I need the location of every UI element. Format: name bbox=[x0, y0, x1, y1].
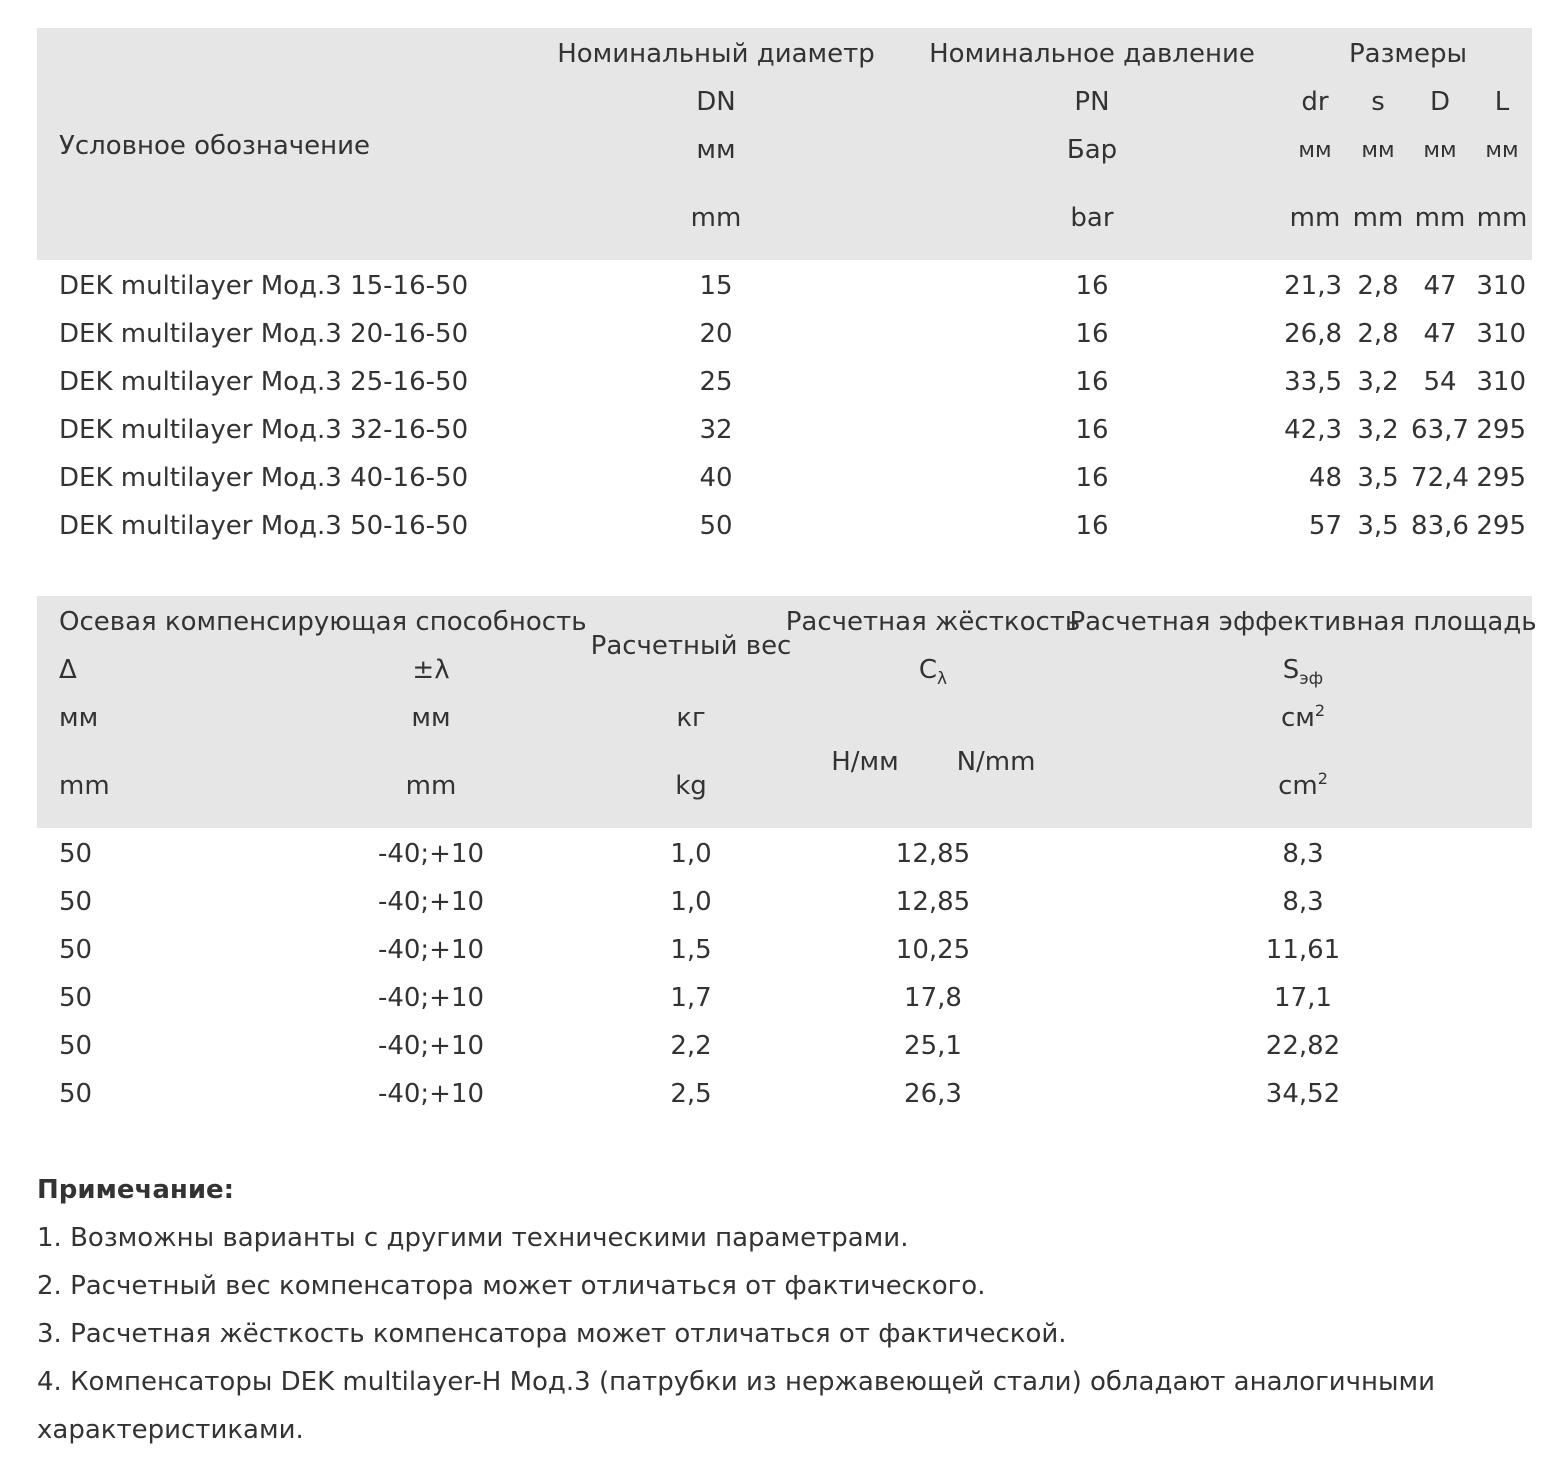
header-size-unit-en-dr: mm bbox=[1289, 203, 1341, 233]
header-lambda-symbol: ±λ bbox=[412, 655, 450, 685]
header-stiffness-unit-ru: Н/мм bbox=[831, 747, 899, 777]
header-weight-unit-en: kg bbox=[675, 771, 707, 801]
header-pn-title: Номинальное давление bbox=[929, 39, 1255, 69]
cell-lambda: -40;+10 bbox=[377, 983, 485, 1013]
cell-dr: 21,3 bbox=[1284, 271, 1342, 301]
header-size-symbol-dr: dr bbox=[1301, 87, 1329, 117]
cell-area: 34,52 bbox=[1265, 1079, 1341, 1109]
header-pn-symbol: PN bbox=[1074, 87, 1110, 117]
header-area-title: Расчетная эффективная площадь bbox=[1069, 607, 1537, 637]
cell-delta: 50 bbox=[59, 935, 93, 965]
cell-pn: 16 bbox=[1075, 319, 1109, 349]
cell-L: 295 bbox=[1476, 463, 1526, 493]
cell-weight: 2,5 bbox=[670, 1079, 712, 1109]
header-delta-unit-ru: мм bbox=[59, 703, 99, 733]
cell-s: 2,8 bbox=[1357, 271, 1399, 301]
cell-L: 295 bbox=[1476, 415, 1526, 445]
header-dn-unit-ru: мм bbox=[696, 135, 736, 165]
header-stiffness-title: Расчетная жёсткость bbox=[785, 607, 1081, 637]
header-weight-unit-ru: кг bbox=[676, 703, 706, 733]
cell-weight: 1,0 bbox=[670, 839, 712, 869]
header-area-symbol: $S_{эф}$ bbox=[1282, 655, 1324, 689]
header-size-symbol-s: s bbox=[1371, 87, 1385, 117]
cell-dr: 42,3 bbox=[1284, 415, 1342, 445]
cell-s: 3,5 bbox=[1357, 511, 1399, 541]
header-size-unit-ru-L: мм bbox=[1485, 138, 1519, 163]
cell-stiffness: 17,8 bbox=[904, 983, 962, 1013]
header-size-symbol-L: L bbox=[1494, 87, 1510, 117]
header-pn-unit-ru: Бар bbox=[1066, 135, 1118, 165]
header-size-unit-ru-s: мм bbox=[1361, 138, 1395, 163]
header-delta-symbol: Δ bbox=[59, 655, 77, 685]
cell-L: 295 bbox=[1476, 511, 1526, 541]
cell-D: 47 bbox=[1423, 319, 1457, 349]
header-dn-unit-en: mm bbox=[690, 203, 742, 233]
cell-weight: 1,5 bbox=[670, 935, 712, 965]
cell-designation: DEK multilayer Мод.3 50-16-50 bbox=[59, 511, 469, 541]
cell-D: 83,6 bbox=[1411, 511, 1469, 541]
cell-lambda: -40;+10 bbox=[377, 839, 485, 869]
header-area-unit-en: $cm^2$ bbox=[1278, 769, 1328, 801]
cell-D: 63,7 bbox=[1411, 415, 1469, 445]
header-size-unit-ru-D: мм bbox=[1423, 138, 1457, 163]
cell-dr: 26,8 bbox=[1284, 319, 1342, 349]
cell-D: 72,4 bbox=[1411, 463, 1469, 493]
cell-lambda: -40;+10 bbox=[377, 887, 485, 917]
cell-weight: 2,2 bbox=[670, 1031, 712, 1061]
cell-pn: 16 bbox=[1075, 367, 1109, 397]
cell-delta: 50 bbox=[59, 1079, 93, 1109]
header-axial-title: Осевая компенсирующая способность bbox=[59, 607, 587, 637]
cell-pn: 16 bbox=[1075, 271, 1109, 301]
cell-delta: 50 bbox=[59, 1031, 93, 1061]
cell-area: 17,1 bbox=[1274, 983, 1332, 1013]
header-size-symbol-D: D bbox=[1429, 87, 1451, 117]
cell-stiffness: 12,85 bbox=[895, 887, 971, 917]
cell-dn: 20 bbox=[699, 319, 733, 349]
cell-stiffness: 12,85 bbox=[895, 839, 971, 869]
header-dn-symbol: DN bbox=[696, 87, 736, 117]
cell-L: 310 bbox=[1476, 271, 1526, 301]
cell-dn: 25 bbox=[699, 367, 733, 397]
cell-designation: DEK multilayer Мод.3 32-16-50 bbox=[59, 415, 469, 445]
cell-s: 3,2 bbox=[1357, 415, 1399, 445]
cell-s: 3,2 bbox=[1357, 367, 1399, 397]
cell-L: 310 bbox=[1476, 367, 1526, 397]
cell-s: 2,8 bbox=[1357, 319, 1399, 349]
header-delta-unit-en: mm bbox=[59, 771, 110, 801]
header-pn-unit-en: bar bbox=[1070, 203, 1114, 233]
cell-lambda: -40;+10 bbox=[377, 1079, 485, 1109]
cell-delta: 50 bbox=[59, 983, 93, 1013]
cell-designation: DEK multilayer Мод.3 25-16-50 bbox=[59, 367, 469, 397]
header-designation: Условное обозначение bbox=[59, 131, 371, 161]
cell-delta: 50 bbox=[59, 887, 93, 917]
cell-dn: 40 bbox=[699, 463, 733, 493]
cell-weight: 1,0 bbox=[670, 887, 712, 917]
cell-dr: 57 bbox=[1308, 511, 1342, 541]
cell-D: 54 bbox=[1423, 367, 1457, 397]
cell-delta: 50 bbox=[59, 839, 93, 869]
header-weight-title: Расчетный вес bbox=[590, 631, 792, 661]
cell-dr: 48 bbox=[1308, 463, 1342, 493]
cell-dr: 33,5 bbox=[1284, 367, 1342, 397]
header-lambda-unit-ru: мм bbox=[411, 703, 451, 733]
header-size-unit-en-D: mm bbox=[1414, 203, 1466, 233]
cell-pn: 16 bbox=[1075, 511, 1109, 541]
cell-area: 22,82 bbox=[1265, 1031, 1341, 1061]
notes-title: Примечание: bbox=[37, 1175, 235, 1205]
cell-pn: 16 bbox=[1075, 463, 1109, 493]
header-dn-title: Номинальный диаметр bbox=[557, 39, 875, 69]
cell-L: 310 bbox=[1476, 319, 1526, 349]
cell-stiffness: 25,1 bbox=[904, 1031, 962, 1061]
header-stiffness-unit-en: N/mm bbox=[956, 747, 1036, 777]
cell-dn: 15 bbox=[699, 271, 733, 301]
cell-area: 8,3 bbox=[1282, 887, 1324, 917]
cell-designation: DEK multilayer Мод.3 40-16-50 bbox=[59, 463, 469, 493]
header-size-unit-en-L: mm bbox=[1476, 203, 1528, 233]
cell-area: 8,3 bbox=[1282, 839, 1324, 869]
cell-s: 3,5 bbox=[1357, 463, 1399, 493]
header-area-unit-ru: $см^2$ bbox=[1280, 701, 1326, 733]
cell-designation: DEK multilayer Мод.3 20-16-50 bbox=[59, 319, 469, 349]
cell-pn: 16 bbox=[1075, 415, 1109, 445]
header-sizes-title: Размеры bbox=[1348, 39, 1468, 69]
note-item: 4. Компенсаторы DEK multilayer-H Мод.3 (патрубки из нержавеющей стали) обладают аналогичными bbox=[37, 1367, 1436, 1397]
header-size-unit-en-s: mm bbox=[1352, 203, 1404, 233]
cell-lambda: -40;+10 bbox=[377, 1031, 485, 1061]
header-lambda-unit-en: mm bbox=[405, 771, 457, 801]
cell-area: 11,61 bbox=[1265, 935, 1341, 965]
header-stiffness-symbol: $C_\lambda$ bbox=[918, 655, 948, 689]
note-item: характеристиками. bbox=[37, 1415, 304, 1445]
note-item: 2. Расчетный вес компенсатора может отличаться от фактического. bbox=[37, 1271, 986, 1301]
cell-stiffness: 26,3 bbox=[904, 1079, 962, 1109]
note-item: 1. Возможны варианты с другими техническими параметрами. bbox=[37, 1223, 909, 1253]
cell-dn: 32 bbox=[699, 415, 733, 445]
cell-stiffness: 10,25 bbox=[895, 935, 971, 965]
cell-D: 47 bbox=[1423, 271, 1457, 301]
cell-dn: 50 bbox=[699, 511, 733, 541]
cell-designation: DEK multilayer Мод.3 15-16-50 bbox=[59, 271, 469, 301]
cell-lambda: -40;+10 bbox=[377, 935, 485, 965]
cell-weight: 1,7 bbox=[670, 983, 712, 1013]
note-item: 3. Расчетная жёсткость компенсатора может отличаться от фактической. bbox=[37, 1319, 1067, 1349]
header-size-unit-ru-dr: мм bbox=[1298, 138, 1332, 163]
